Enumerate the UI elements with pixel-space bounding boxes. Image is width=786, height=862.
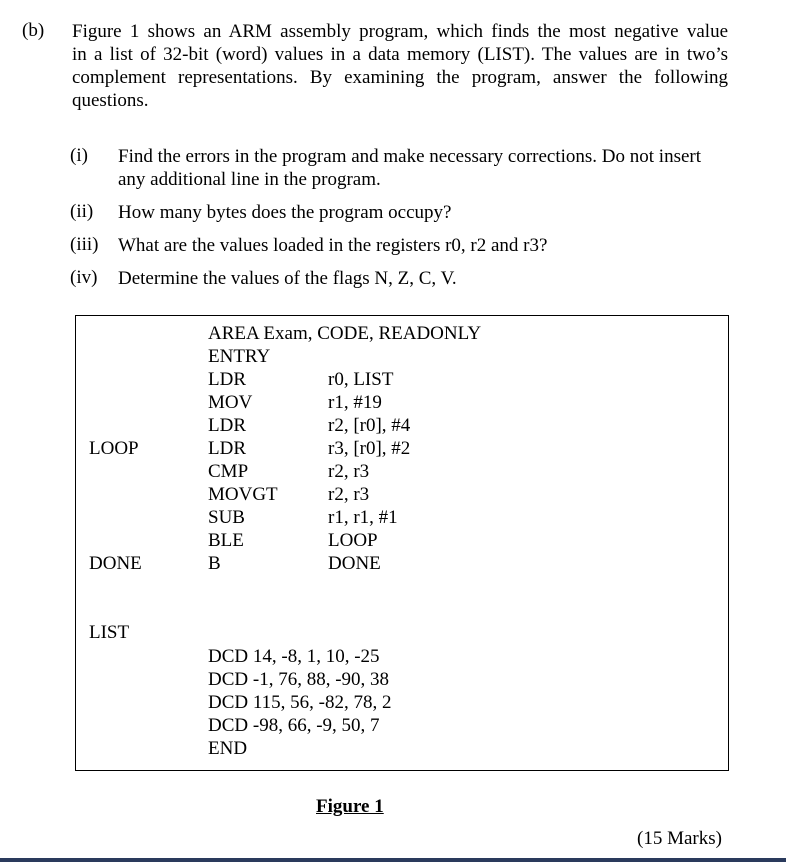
subquestion-text-iii: What are the values loaded in the registers r0, r2 and r3? bbox=[118, 235, 548, 256]
subquestion-label-ii: (ii) bbox=[70, 201, 94, 222]
subquestion-text-ii: How many bytes does the program occupy? bbox=[118, 202, 452, 223]
code-op: B bbox=[208, 553, 221, 574]
code-op: LDR bbox=[208, 438, 246, 459]
code-args: r2, [r0], #4 bbox=[328, 415, 411, 436]
code-data-line: DCD -98, 66, -9, 50, 7 bbox=[208, 715, 380, 736]
code-args: r2, r3 bbox=[328, 461, 370, 482]
subquestion-text-i-cont: any additional line in the program. bbox=[118, 169, 381, 190]
code-data-line: DCD -1, 76, 88, -90, 38 bbox=[208, 669, 390, 690]
code-data-line: DCD 115, 56, -82, 78, 2 bbox=[208, 692, 392, 713]
code-args: r1, r1, #1 bbox=[328, 507, 398, 528]
code-op: LDR bbox=[208, 415, 246, 436]
code-op: MOV bbox=[208, 392, 253, 413]
code-label-list: LIST bbox=[89, 622, 130, 643]
code-op: LDR bbox=[208, 369, 246, 390]
figure-caption: Figure 1 bbox=[316, 796, 384, 817]
question-label: (b) bbox=[22, 20, 45, 41]
code-op: BLE bbox=[208, 530, 244, 551]
bottom-divider bbox=[0, 858, 786, 862]
marks-label: (15 Marks) bbox=[637, 828, 722, 849]
code-op: MOVGT bbox=[208, 484, 278, 505]
question-text bbox=[72, 20, 728, 112]
code-args: r0, LIST bbox=[328, 369, 394, 390]
code-label-loop: LOOP bbox=[89, 438, 139, 459]
code-args: r3, [r0], #2 bbox=[328, 438, 411, 459]
question-line: complement representations. By examining the program, answer the following bbox=[72, 67, 728, 88]
subquestion-label-i: (i) bbox=[70, 145, 88, 166]
code-args: LOOP bbox=[328, 530, 378, 551]
code-entry-directive: ENTRY bbox=[208, 346, 271, 367]
code-op: CMP bbox=[208, 461, 249, 482]
subquestion-label-iv: (iv) bbox=[70, 267, 98, 288]
subquestion-text-i: Find the errors in the program and make necessary corrections. Do not insert bbox=[118, 146, 702, 167]
subquestion-text-iv: Determine the values of the flags N, Z, C, V. bbox=[118, 268, 457, 289]
program-listing-box bbox=[75, 315, 729, 771]
question-line: Figure 1 shows an ARM assembly program, which finds the most negative value bbox=[72, 21, 728, 42]
subquestion-label-iii: (iii) bbox=[70, 234, 99, 255]
code-args: DONE bbox=[328, 553, 381, 574]
code-args: r1, #19 bbox=[328, 392, 382, 413]
code-op: SUB bbox=[208, 507, 245, 528]
code-end-directive: END bbox=[208, 738, 248, 759]
code-args: r2, r3 bbox=[328, 484, 370, 505]
code-label-done: DONE bbox=[89, 553, 142, 574]
question-line: questions. bbox=[72, 90, 149, 111]
code-data-line: DCD 14, -8, 1, 10, -25 bbox=[208, 646, 380, 667]
question-line: in a list of 32-bit (word) values in a data memory (LIST). The values are in two’s bbox=[72, 44, 728, 65]
code-area-directive: AREA Exam, CODE, READONLY bbox=[208, 323, 482, 344]
